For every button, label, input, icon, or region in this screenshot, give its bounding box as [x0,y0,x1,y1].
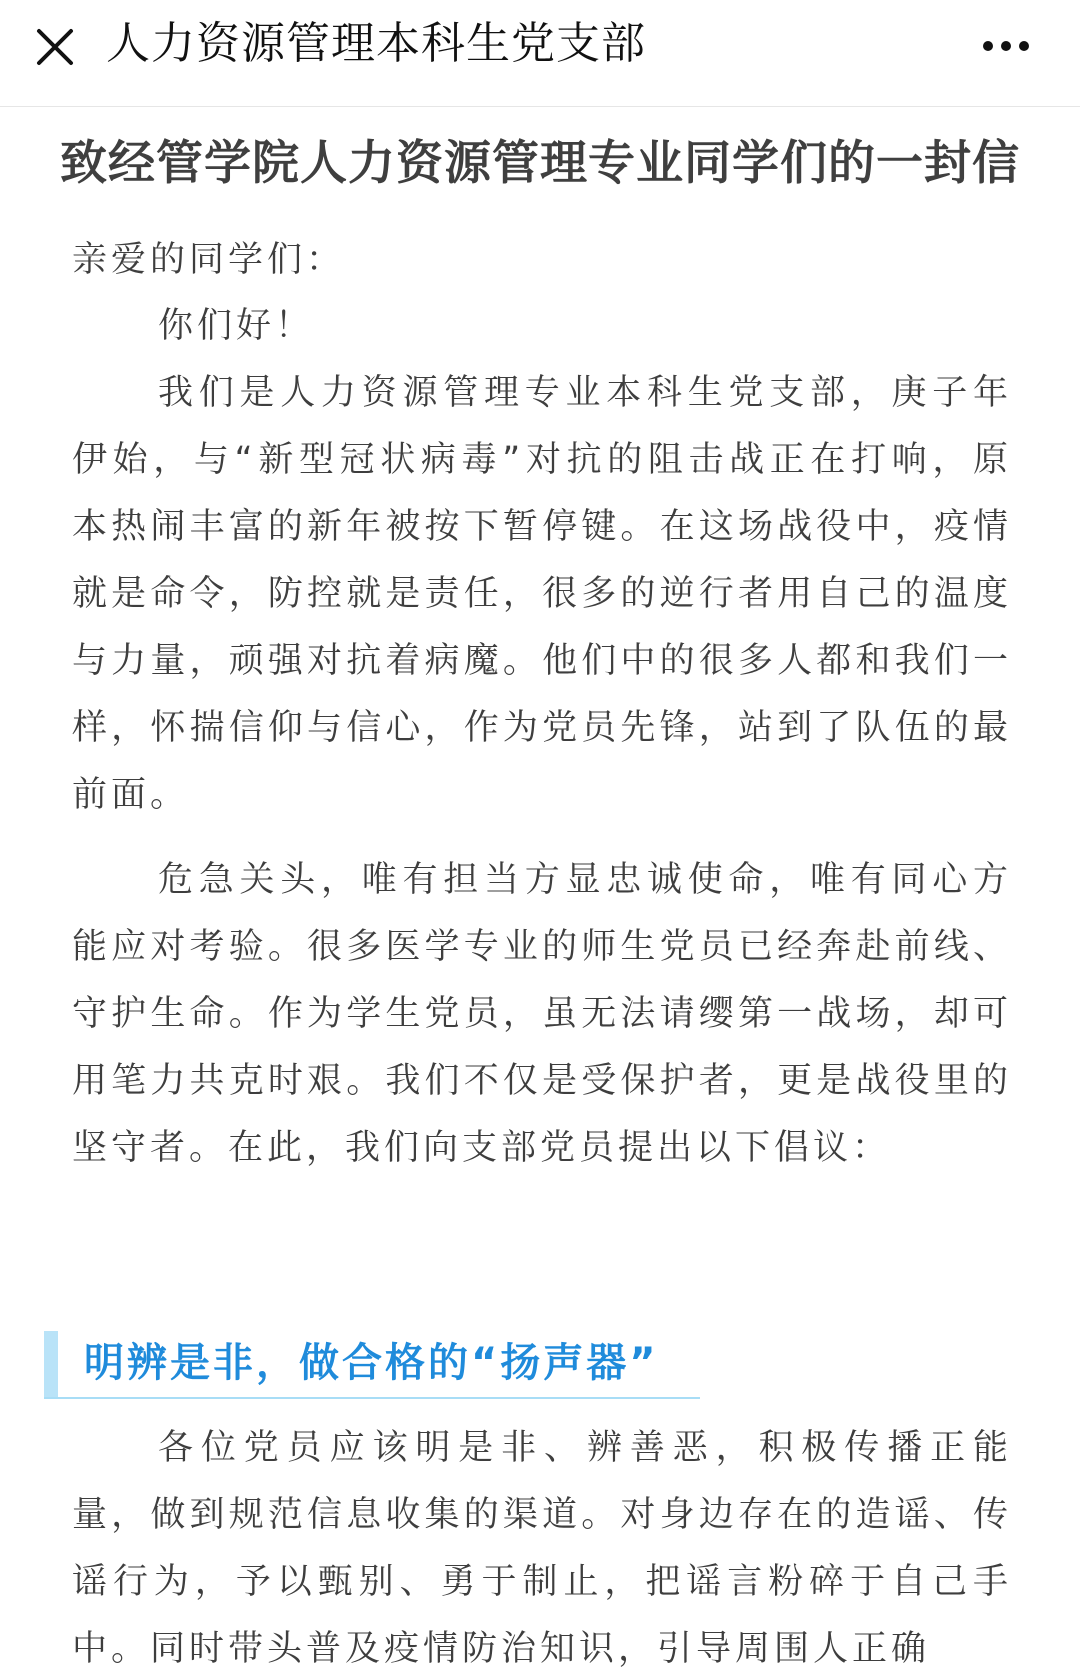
paragraph-section-body: 各位党员应该明是非、辨善恶，积极传播正能量，做到规范信息收集的渠道。对身边存在的造谣、传谣行为，予以甄别、勇于制止，把谣言粉碎于自己手中。同时带头普及疫情防治知识，引导周围人正确 [72,1428,1012,1669]
salutation: 你们好！ [158,306,315,346]
greeting: 亲爱的同学们： [72,240,346,280]
more-horizontal-icon [982,40,1030,52]
section-accent-bar [44,1331,58,1397]
paragraph-intro: 我们是人力资源管理专业本科生党支部，庚子年伊始，与“新型冠状病毒”对抗的阻击战正在打响，原本热闹丰富的新年被按下暂停键。在这场战役中，疫情就是命令，防控就是责任，很多的逆行者用自己的温度与力量，顽强对抗着病魔。他们中的很多人都和我们一样，怀揣信仰与信心，作为党员先锋，站到了队伍的最前面。 [72,373,1012,815]
paragraph-proposal: 危急关头，唯有担当方显忠诚使命，唯有同心方能应对考验。很多医学专业的师生党员已经奔赴前线、守护生命。作为学生党员，虽无法请缨第一战场，却可用笔力共克时艰。我们不仅是受保护者，更是战役里的坚守者。在此，我们向支部党员提出以下倡议： [72,860,1012,1168]
close-icon [35,27,75,67]
article-content[interactable] [0,107,1080,1670]
more-options-button[interactable] [970,22,1042,70]
section-title: 明辨是非，做合格的“扬声器” [84,1340,659,1386]
top-navigation-bar [0,0,1080,107]
article-heading: 致经管学院人力资源管理专业同学们的一封信 [60,136,1020,191]
section-heading [44,1331,700,1399]
page-title: 人力资源管理本科生党支部 [106,18,646,69]
close-button[interactable] [26,18,84,76]
